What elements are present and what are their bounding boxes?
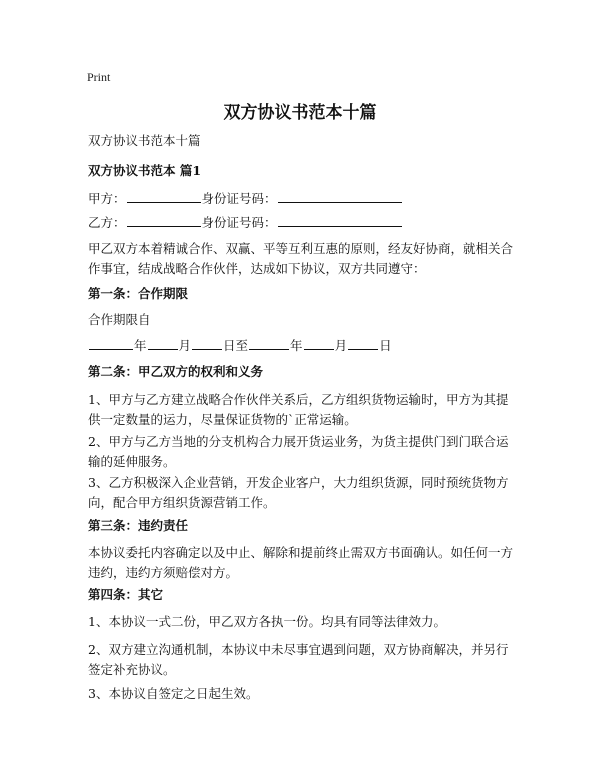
party-a-id-label: 身份证号码： xyxy=(201,191,277,206)
date-to-label: 日至 xyxy=(223,338,249,353)
article-4-item: 1、本协议一式二份，甲乙双方各执一份。均具有同等法律效力。 xyxy=(88,614,446,629)
end-month-blank xyxy=(304,337,334,350)
end-year-blank xyxy=(249,337,289,350)
article-3-heading: 第三条：违约责任 xyxy=(88,518,189,533)
end-year-label: 年 xyxy=(290,338,303,353)
party-a-label: 甲方： xyxy=(88,191,126,206)
article-1-text: 合作期限自 xyxy=(88,312,151,327)
party-a-line xyxy=(88,190,403,207)
party-b-name-blank xyxy=(127,214,201,227)
party-a-name-blank xyxy=(127,190,201,203)
end-day-label: 日 xyxy=(379,338,392,353)
end-month-label: 月 xyxy=(334,338,348,353)
article-3-text: 本协议委托内容确定以及中止、解除和提前终止需双方书面确认。如任何一方违约，违约方须赔偿对方。 xyxy=(88,545,514,580)
article-4-heading: 第四条：其它 xyxy=(88,587,164,602)
print-label[interactable]: Print xyxy=(87,70,111,84)
article-2-item: 1、甲方与乙方建立战略合作伙伴关系后，乙方组织货物运输时，甲方为其提供一定数量的运力，尽量保证货物的`正常运输。 xyxy=(88,392,509,427)
article-2-heading: 第二条：甲乙双方的权利和义务 xyxy=(88,364,264,379)
article-2-item: 2、甲方与乙方当地的分支机构合力展开货运业务，为货主提供门到门联合运输的延伸服务。 xyxy=(88,434,509,469)
date-range-line xyxy=(88,337,392,354)
chapter-heading: 双方协议书范本 篇1 xyxy=(88,163,202,178)
article-1-heading: 第一条：合作期限 xyxy=(88,286,189,301)
party-b-id-blank xyxy=(278,214,402,227)
party-b-line xyxy=(88,214,403,231)
document-subtitle: 双方协议书范本十篇 xyxy=(88,133,201,148)
start-month-label: 月 xyxy=(178,338,192,353)
end-day-blank xyxy=(348,337,378,350)
party-b-id-label: 身份证号码： xyxy=(201,215,277,230)
start-year-label: 年 xyxy=(134,338,147,353)
start-month-blank xyxy=(148,337,178,350)
intro-paragraph: 甲乙双方本着精诚合作、双赢、平等互利互惠的原则，经友好协商，就相关合作事宜，结成战略合作伙伴，达成如下协议，双方共同遵守： xyxy=(88,241,514,276)
article-4-item: 3、本协议自签定之日起生效。 xyxy=(88,686,259,701)
page-title: 双方协议书范本十篇 xyxy=(223,103,377,123)
party-b-label: 乙方： xyxy=(88,215,126,230)
start-year-blank xyxy=(89,337,133,350)
start-day-blank xyxy=(192,337,222,350)
party-a-id-blank xyxy=(278,190,402,203)
article-4-item: 2、双方建立沟通机制，本协议中未尽事宜遇到问题，双方协商解决，并另行签定补充协议。 xyxy=(88,642,509,677)
article-2-item: 3、乙方积极深入企业营销，开发企业客户，大力组织货源，同时预统货物方向，配合甲方组织货源营销工作。 xyxy=(88,475,509,510)
